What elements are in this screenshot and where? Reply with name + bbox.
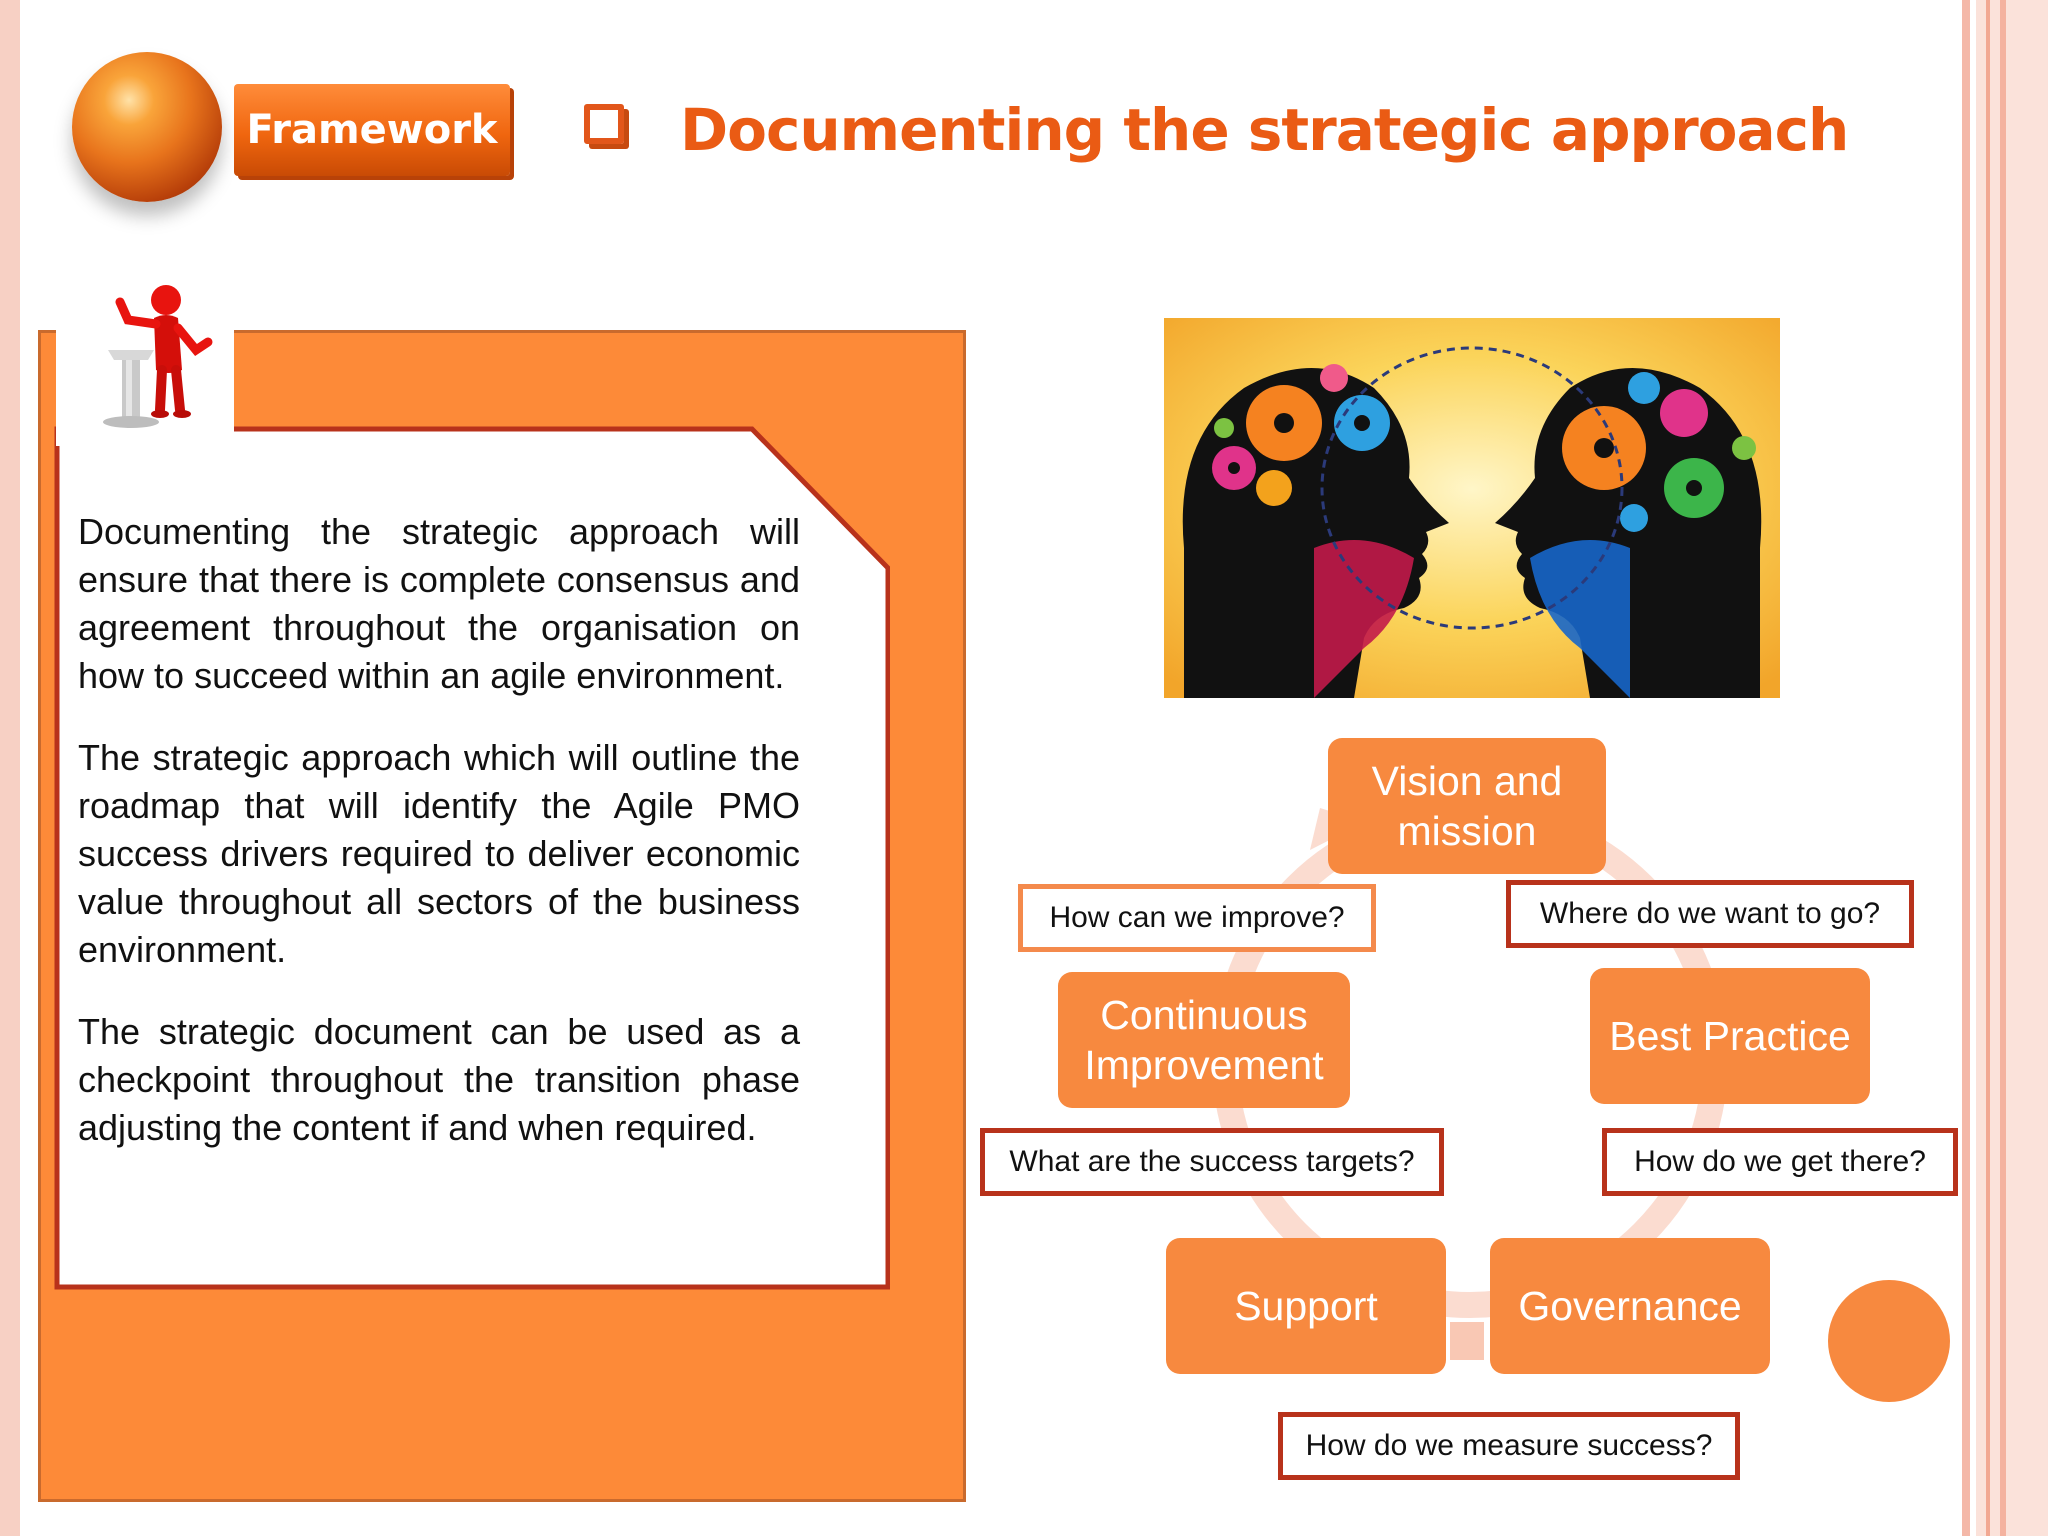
body-text [78,508,800,1186]
framework-tag [234,84,510,176]
node-best-practice [1590,968,1870,1104]
node-best-practice-label: Best Practice [1609,1013,1851,1059]
speaker-at-podium-icon [56,280,234,446]
checkbox-bullet-icon [584,104,624,144]
node-continuous-improvement-label: Continuous Improvement [1084,992,1324,1088]
node-support-label: Support [1234,1283,1378,1329]
two-heads-gears-image [1164,318,1780,698]
speaker-illustration [56,280,234,446]
question-get-there: How do we get there? [1602,1128,1958,1196]
node-governance-label: Governance [1518,1283,1742,1329]
question-where: Where do we want to go? [1506,880,1914,948]
node-vision-mission [1328,738,1606,874]
right-edge-stripe [1986,0,1990,1536]
node-governance [1490,1238,1770,1374]
left-edge-decoration [0,0,20,1536]
paragraph-consensus: Documenting the strategic approach will ensure that there is complete consensus and agreement throughout the organisation on how to succeed within an agile environment. [78,511,800,696]
decorative-circle [1828,1280,1950,1402]
node-continuous-improvement [1058,972,1350,1108]
paragraph-roadmap: The strategic approach which will outline the roadmap that will identify the Agile PMO success drivers required to deliver economic value throughout all sectors of the business environment. [78,737,800,970]
question-improve: How can we improve? [1018,884,1376,952]
right-edge-stripe [1962,0,1970,1536]
page-title: Documenting the strategic approach [680,96,1849,164]
cycle-connector [1450,1322,1484,1360]
right-edge-stripe [2000,0,2006,1536]
framework-tag-label: Framework [246,107,498,153]
node-vision-mission-label: Vision and mission [1371,758,1563,854]
paragraph-checkpoint: The strategic document can be used as a checkpoint throughout the transition phase adjusting the content if and when required. [78,1011,800,1148]
orange-orb-icon [72,52,222,202]
question-targets: What are the success targets? [980,1128,1444,1196]
question-measure: How do we measure success? [1278,1412,1740,1480]
node-support [1166,1238,1446,1374]
